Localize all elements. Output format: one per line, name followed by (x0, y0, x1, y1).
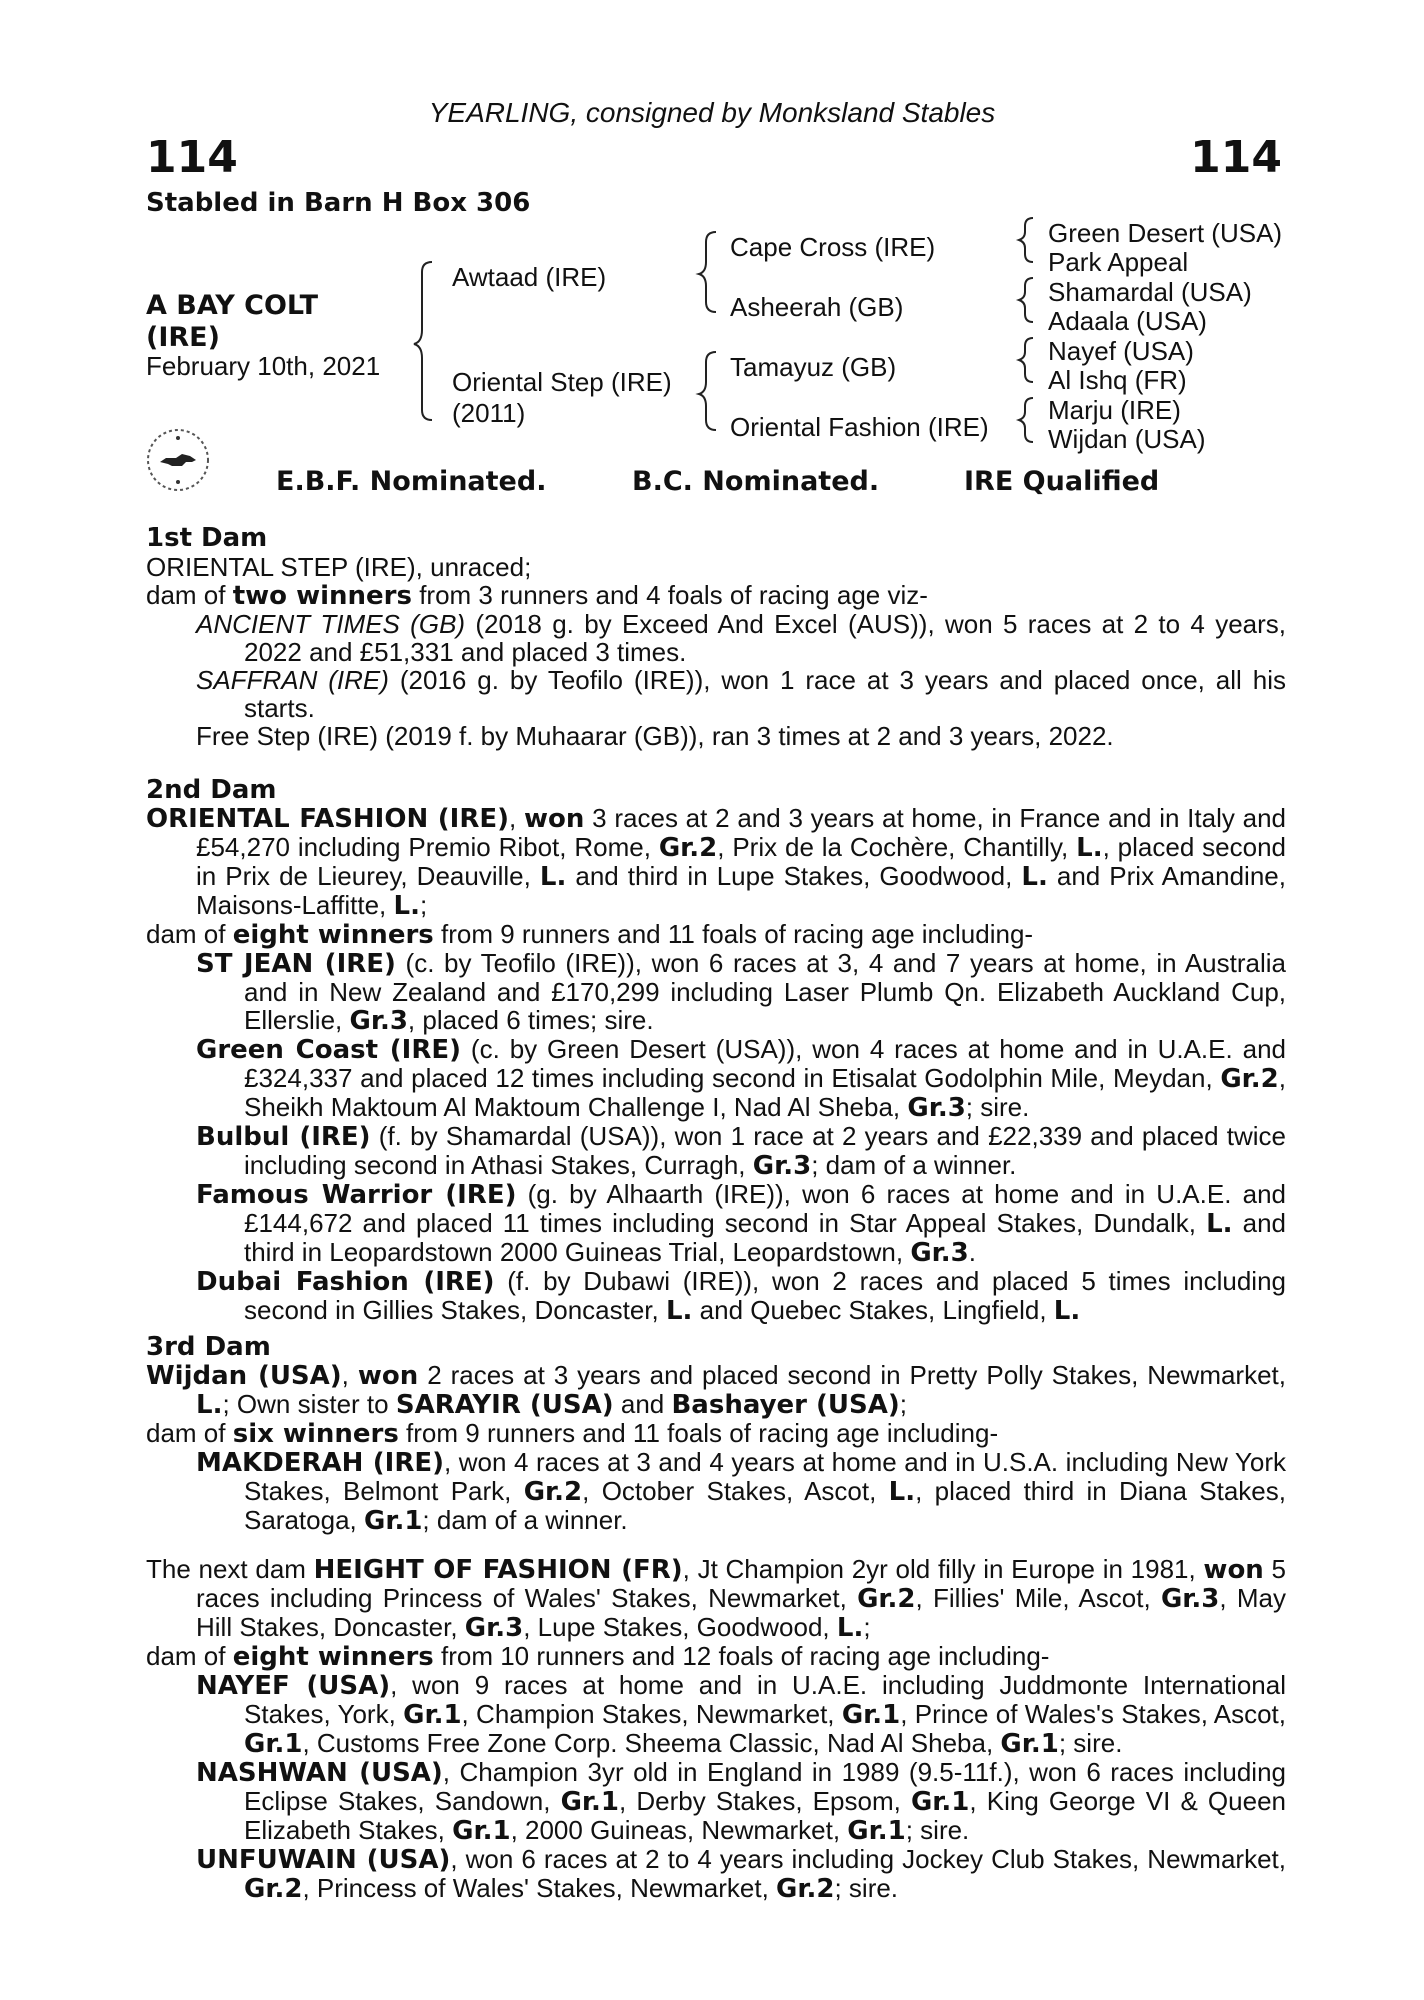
list-item: Free Step (IRE) (2019 f. by Muhaarar (GB)), ran 3 times at 2 and 3 years, 2022. (196, 721, 1114, 751)
horse-name-line1: A BAY COLT (146, 290, 319, 321)
pedigree-gen3-6: Al Ishq (FR) (1048, 365, 1187, 395)
next-dam-offspring-list (146, 1671, 1286, 1903)
next-dam-produce-line: dam of eight winners from 10 runners and 12 foals of racing age including- (146, 1641, 1050, 1672)
ire-qualified: IRE Qualified (964, 466, 1160, 497)
list-item: UNFUWAIN (USA), won 6 races at 2 to 4 years including Jockey Club Stakes, Newmarket, Gr.2, Princess of Wales' Stakes, Newmarket, Gr.2; sire. (196, 1844, 1286, 1904)
foaling-date: February 10th, 2021 (146, 351, 381, 381)
pedigree-gen3-1: Green Desert (USA) (1048, 218, 1283, 248)
lot-number-right: 114 (1190, 132, 1282, 183)
pedigree-gen3-4: Adaala (USA) (1048, 306, 1207, 336)
list-item: MAKDERAH (IRE), won 4 races at 3 and 4 years at home and in U.S.A. including New York Stakes, Belmont Park, Gr.2, October Stakes, Ascot, L., placed third in Diana Stakes, Saratoga, Gr.1; dam of a winner. (196, 1447, 1287, 1536)
lot-number-left: 114 (146, 132, 238, 183)
pedigree-dam-sire: Tamayuz (GB) (730, 352, 897, 382)
bc-nominated: B.C. Nominated. (632, 466, 880, 497)
first-dam-line: ORIENTAL STEP (IRE), unraced; (146, 552, 532, 582)
first-dam-produce-line: dam of two winners from 3 runners and 4 foals of racing age viz- (146, 580, 928, 611)
pedigree-sire-dam: Asheerah (GB) (730, 292, 904, 322)
list-item: Bulbul (IRE) (f. by Shamardal (USA)), won 1 race at 2 years and £22,339 and placed twice including second in Athasi Stakes, Curragh, Gr.3; dam of a winner. (196, 1121, 1286, 1181)
pedigree-gen3-8: Wijdan (USA) (1048, 424, 1206, 454)
second-dam-heading: 2nd Dam (146, 775, 277, 805)
pedigree-gen3-5: Nayef (USA) (1048, 336, 1194, 366)
list-item: Famous Warrior (IRE) (g. by Alhaarth (IRE)), won 6 races at home and in U.A.E. and £144,672 and placed 11 times including second in Star Appeal Stakes, Dundalk, L. and third in Leopardstown 2000 Guineas Trial, Leopardstown, Gr.3. (196, 1179, 1287, 1268)
second-dam-record: ORIENTAL FASHION (IRE), won 3 races at 2 and 3 years at home, in France and in Italy and £54,270 including Premio Ribot, Rome, Gr.2, Prix de la Cochère, Chantilly, L., placed second in Prix de Lieurey, Deauville, L. and third in Lupe Stakes, Goodwood, L. and Prix Amandine, Maisons-Laffitte, L.; (146, 803, 1286, 921)
pedigree-sire-sire: Cape Cross (IRE) (730, 232, 936, 262)
pedigree-gen3-7: Marju (IRE) (1048, 395, 1181, 425)
list-item: NAYEF (USA), won 9 races at home and in U.A.E. including Juddmonte International Stakes, York, Gr.1, Champion Stakes, Newmarket, Gr.1, Prince of Wales's Stakes, Ascot, Gr.1, Customs Free Zone Corp. Sheema Classic, Nad Al Sheba, Gr.1; sire. (196, 1670, 1287, 1759)
list-item: NASHWAN (USA), Champion 3yr old in England in 1989 (9.5-11f.), won 6 races including Eclipse Stakes, Sandown, Gr.1, Derby Stakes, Epsom, Gr.1, King George VI & Queen Elizabeth Stakes, Gr.1, 2000 Guineas, Newmarket, Gr.1; sire. (196, 1757, 1286, 1846)
second-dam-produce-line: dam of eight winners from 9 runners and 11 foals of racing age including- (146, 919, 1034, 950)
list-item: ANCIENT TIMES (GB) (2018 g. by Exceed And Excel (AUS)), won 5 races at 2 to 4 years, 2022 and £51,331 and placed 3 times. (196, 609, 1286, 667)
next-dam-record: The next dam HEIGHT OF FASHION (FR), Jt Champion 2yr old filly in Europe in 1981, won 5 races including Princess of Wales' Stakes, Newmarket, Gr.2, Fillies' Mile, Ascot, Gr.3, May Hill Stakes, Doncaster, Gr.3, Lupe Stakes, Goodwood, L.; (146, 1554, 1286, 1643)
first-dam-offspring-list (146, 610, 1286, 750)
pedigree-gen3-2: Park Appeal (1048, 247, 1189, 277)
ebf-nominated: E.B.F. Nominated. (276, 466, 547, 497)
consignment-line: YEARLING, consigned by Monksland Stables (428, 97, 996, 128)
list-item: ST JEAN (IRE) (c. by Teofilo (IRE)), won 6 races at 3, 4 and 7 years at home, in Australia and in New Zealand and £170,299 including Laser Plumb Qn. Elizabeth Auckland Cup, Ellerslie, Gr.3, placed 6 times; sire. (196, 948, 1286, 1036)
third-dam-offspring-list (146, 1448, 1286, 1535)
second-dam-section (146, 804, 1286, 1325)
pedigree-dam: Oriental Step (IRE) (452, 367, 672, 397)
stabling-info: Stabled in Barn H Box 306 (146, 188, 531, 218)
horse-name-line2: (IRE) (146, 322, 220, 353)
third-dam-section (146, 1361, 1286, 1535)
list-item: SAFFRAN (IRE) (2016 g. by Teofilo (IRE)), won 1 race at 3 years and placed once, all his starts. (196, 665, 1286, 723)
pedigree-dam-dam: Oriental Fashion (IRE) (730, 412, 989, 442)
second-dam-offspring-list (146, 949, 1286, 1325)
third-dam-produce-line: dam of six winners from 9 runners and 11 foals of racing age including- (146, 1418, 999, 1449)
first-dam-heading: 1st Dam (146, 523, 268, 553)
pedigree-sire: Awtaad (IRE) (452, 262, 607, 292)
third-dam-record: Wijdan (USA), won 2 races at 3 years and placed second in Pretty Polly Stakes, Newmarket, L.; Own sister to SARAYIR (USA) and Bashayer (USA); (146, 1360, 1286, 1420)
list-item: Dubai Fashion (IRE) (f. by Dubawi (IRE)), won 2 races and placed 5 times including second in Gillies Stakes, Doncaster, L. and Quebec Stakes, Lingfield, L. (196, 1266, 1286, 1326)
first-dam-section (146, 553, 1286, 750)
breeders-seal-logo (142, 424, 214, 496)
list-item: Green Coast (IRE) (c. by Green Desert (USA)), won 4 races at home and in U.A.E. and £324,337 and placed 12 times including second in Etisalat Godolphin Mile, Meydan, Gr.2, Sheikh Maktoum Al Maktoum Challenge I, Nad Al Sheba, Gr.3; sire. (196, 1034, 1286, 1123)
pedigree-gen3-3: Shamardal (USA) (1048, 277, 1252, 307)
pedigree-dam-year: (2011) (452, 398, 526, 428)
third-dam-heading: 3rd Dam (146, 1332, 271, 1362)
next-dam-section (146, 1555, 1286, 1903)
